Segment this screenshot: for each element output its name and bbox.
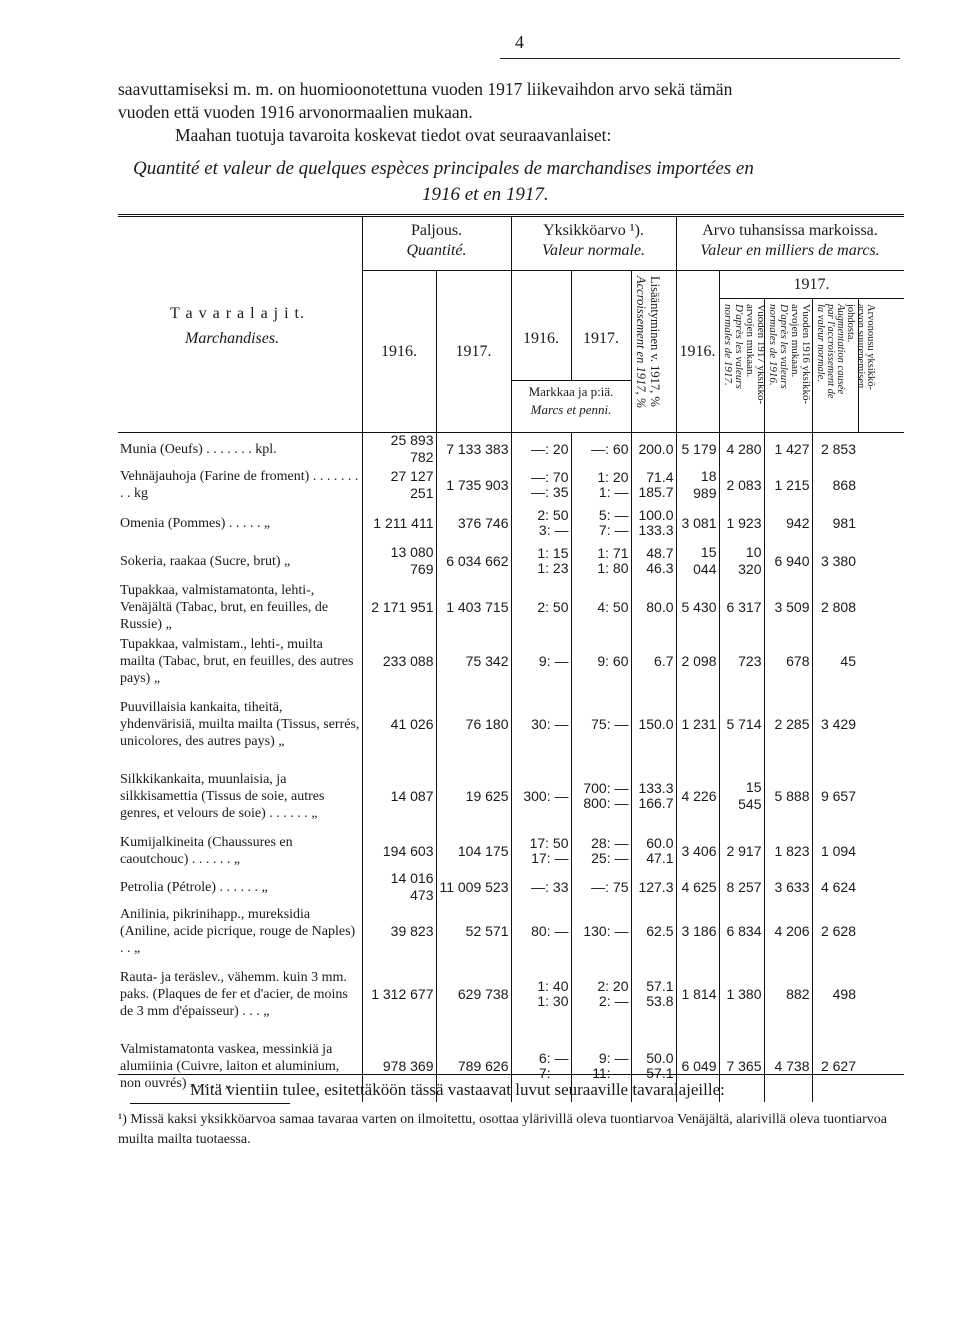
spacer-cell [858, 580, 904, 634]
value-1917-at-1917-cell: 6 834 [719, 904, 764, 958]
quantity-header-fr: Quantité. [406, 242, 467, 259]
value-1917: 1917. [793, 276, 830, 293]
spacer-cell [858, 688, 904, 760]
label: Vuoden 1917 yksikkö- [755, 304, 767, 405]
value-1917-at-1916-cell: 882 [764, 958, 812, 1030]
qty-1916-cell: 39 823 [362, 904, 436, 958]
spacer-cell [858, 504, 904, 542]
unit-1916-cell: 9: — [511, 634, 571, 688]
intro-line-1: saavuttamiseksi m. m. on huomioonotettuna vuoden 1917 liikevaihdon arvo sekä tämän [118, 79, 733, 99]
header-subrule [511, 380, 631, 381]
goods-header: T a v a r a l a j i t. [170, 305, 305, 322]
header-subrule [719, 298, 904, 299]
value-1916-cell: 2 098 [676, 634, 719, 688]
value-increase-cell: 4 624 [812, 870, 858, 904]
value-1917-at-1917-cell: 5 714 [719, 688, 764, 760]
value-1917-at-1917-cell: 1 380 [719, 958, 764, 1030]
increase-cell: 48.7 46.3 [631, 542, 676, 580]
table-title-line-2: 1916 et en 1917. [422, 184, 549, 205]
qty-1916-cell: 233 088 [362, 634, 436, 688]
qty-1917-cell: 789 626 [436, 1030, 511, 1102]
label: normales de 1917. [722, 304, 734, 386]
spacer-cell [858, 634, 904, 688]
header-vrule [571, 270, 572, 380]
value-increase-cell: 2 627 [812, 1030, 858, 1102]
value-increase-cell: 3 429 [812, 688, 858, 760]
unit-1917-cell: 4: 50 [571, 580, 631, 634]
increase-cell: 71.4 185.7 [631, 466, 676, 504]
header-vrule [631, 270, 632, 432]
increase-label: Lisääntyminen v. 1917, % [648, 276, 662, 407]
goods-name-cell: Rauta- ja teräslev., vähemm. kuin 3 mm. paks. (Plaques de fer et d'acier, de moins de 3 mm d'épaisseur) . . . „ [120, 969, 348, 1019]
qty-1917-cell: 1 403 715 [436, 580, 511, 634]
value-1916-cell: 1 814 [676, 958, 719, 1030]
increase-cell: 60.0 47.1 [631, 832, 676, 870]
value-1917-at-1916-cell: 4 206 [764, 904, 812, 958]
quantity-header: Paljous. [410, 222, 463, 239]
table-row [118, 832, 904, 870]
value-header: Arvo tuhansissa markoissa. [702, 222, 878, 239]
qty-1916-cell: 978 369 [362, 1030, 436, 1102]
value-1917-at-1916-cell: 942 [764, 504, 812, 542]
value-increase-cell: 868 [812, 466, 858, 504]
unit-1917-cell: 2: 20 2: — [571, 958, 631, 1030]
label: normales de 1916. [767, 304, 779, 386]
footnote: ¹) Missä kaksi yksikköarvoa samaa tavaraa varten on ilmoitettu, osottaa ylärivillä oleva tuontiarvoa Venäjältä, alarivillä oleva tuontiarvoa muilta mailta tuotaessa. [118, 1112, 888, 1147]
value-1916-cell: 5 179 [676, 432, 719, 466]
value-1916-cell: 18 989 [676, 466, 719, 504]
unit-1917-cell: 28: — 25: — [571, 832, 631, 870]
intro-line-2: vuoden että vuoden 1916 arvonormaalien mukaan. [118, 102, 473, 122]
value-1916-cell: 6 049 [676, 1030, 719, 1102]
header-rule [500, 58, 900, 59]
unit-1916-cell: 2: 50 3: — [511, 504, 571, 542]
qty-1917-cell: 6 034 662 [436, 542, 511, 580]
value-1917-at-1917-cell: 1 923 [719, 504, 764, 542]
value-increase-header [815, 304, 875, 428]
qty-1916-cell: 14 016 473 [362, 870, 436, 904]
increase-cell: 6.7 [631, 634, 676, 688]
qty-1917-cell: 75 342 [436, 634, 511, 688]
unit-1916-cell: 300: — [511, 760, 571, 832]
value-increase-cell: 3 380 [812, 542, 858, 580]
increase-cell: 80.0 [631, 580, 676, 634]
unit-1916-cell: —: 33 [511, 870, 571, 904]
value-1917-at-1917-cell: 10 320 [719, 542, 764, 580]
value-1916: 1916. [679, 343, 716, 360]
increase-cell: 50.0 57.1 [631, 1030, 676, 1102]
increase-cell: 62.5 [631, 904, 676, 958]
value-1916-cell: 3 081 [676, 504, 719, 542]
value-increase-cell: 2 808 [812, 580, 858, 634]
spacer-cell [858, 1030, 904, 1102]
value-increase-cell: 2 628 [812, 904, 858, 958]
value-1916-cell: 1 231 [676, 688, 719, 760]
value-1917-by-1916-header [767, 304, 811, 428]
goods-name-cell: Silkkikankaita, muunlaisia, ja silkkisamettia (Tissus de soie, autres genres, et velours de soie) . . . . . . „ [120, 771, 325, 821]
spacer-cell [858, 870, 904, 904]
qty-1917-cell: 104 175 [436, 832, 511, 870]
value-increase-cell: 9 657 [812, 760, 858, 832]
value-1916-cell: 3 406 [676, 832, 719, 870]
table-row [118, 760, 904, 832]
intro-line-3: Maahan tuotuja tavaroita koskevat tiedot ovat seuraavanlaiset: [175, 125, 612, 145]
label: arvojen mukaan. [744, 304, 756, 378]
unit-1916-cell: 1: 15 1: 23 [511, 542, 571, 580]
unit-1916-cell: 1: 40 1: 30 [511, 958, 571, 1030]
label: Arvonousu yksikkö- [865, 304, 876, 391]
value-1917-at-1916-cell: 1 215 [764, 466, 812, 504]
table-top-rule [118, 214, 904, 215]
header-vrule [812, 298, 813, 432]
qty-1916-cell: 194 603 [362, 832, 436, 870]
spacer-cell [858, 832, 904, 870]
value-increase-cell: 981 [812, 504, 858, 542]
label: Augmentation causée [835, 304, 846, 395]
value-1917-at-1916-cell: 2 285 [764, 688, 812, 760]
qty-1916-cell: 41 026 [362, 688, 436, 760]
qty-1917-cell: 11 009 523 [436, 870, 511, 904]
qty-1917-cell: 19 625 [436, 760, 511, 832]
unit-1917-cell: 1: 71 1: 80 [571, 542, 631, 580]
unit-1916-cell: 30: — [511, 688, 571, 760]
value-1917-at-1916-cell: 678 [764, 634, 812, 688]
header-subrule [362, 270, 904, 271]
goods-name-cell: Omenia (Pommes) . . . . . „ [120, 515, 271, 531]
increase-cell: 127.3 [631, 870, 676, 904]
unit-1916-cell: —: 70 —: 35 [511, 466, 571, 504]
increase-header [634, 276, 662, 426]
unit-1916-cell: 2: 50 [511, 580, 571, 634]
unit-1917-cell: 5: — 7: — [571, 504, 631, 542]
qty-1917-cell: 7 133 383 [436, 432, 511, 466]
value-1916-cell: 4 625 [676, 870, 719, 904]
qty-1916-cell: 27 127 251 [362, 466, 436, 504]
table-row [118, 688, 904, 760]
unit-1917-cell: 9: — 11: — [571, 1030, 631, 1102]
label: arvon suurenemisen [855, 304, 866, 389]
table-row [118, 958, 904, 1030]
unit-value-header: Yksikköarvo ¹). [543, 222, 644, 239]
table-row [118, 504, 904, 542]
goods-name-cell: Vehnäjauhoja (Farine de froment) . . . . . . . . . kg [120, 469, 359, 501]
quantity-1917: 1917. [455, 343, 492, 360]
value-increase-cell: 1 094 [812, 832, 858, 870]
exports-line: Mitä vientiin tulee, esitettäköön tässä vastaavat luvut seuraaville tavaralajeille: [190, 1080, 725, 1099]
unit-1917-cell: 9: 60 [571, 634, 631, 688]
increase-label-fr: Accroissement en 1917, % [634, 276, 648, 409]
value-1917-at-1916-cell: 1 823 [764, 832, 812, 870]
value-1917-at-1917-cell: 8 257 [719, 870, 764, 904]
unit-1916-cell: —: 20 [511, 432, 571, 466]
value-1917-at-1916-cell: 5 888 [764, 760, 812, 832]
value-1917-at-1916-cell: 4 738 [764, 1030, 812, 1102]
value-1917-at-1917-cell: 4 280 [719, 432, 764, 466]
value-1917-at-1916-cell: 1 427 [764, 432, 812, 466]
spacer-cell [858, 466, 904, 504]
value-header-fr: Valeur en milliers de marcs. [700, 242, 880, 259]
goods-name-cell: Anilinia, pikrinihapp., mureksidia (Aniline, acide picrique, rouge de Naples) . . „ [120, 906, 356, 956]
qty-1916-cell: 1 211 411 [362, 504, 436, 542]
footnote-rule [130, 1103, 290, 1104]
unit-1916-cell: 80: — [511, 904, 571, 958]
unit-value-header-fr: Valeur normale. [541, 242, 646, 259]
goods-name-cell: Petrolia (Pétrole) . . . . . . „ [120, 879, 268, 895]
value-1917-by-1917-header [722, 304, 766, 428]
label: la valeur normale. [815, 304, 826, 382]
goods-name-cell: Sokeria, raakaa (Sucre, brut) „ [120, 553, 291, 569]
table-row [118, 904, 904, 958]
table-row [118, 580, 904, 634]
table-title-line-1: Quantité et valeur de quelques espèces principales de marchandises importées en [133, 158, 754, 179]
goods-name-cell: Puuvillaisia kankaita, tiheitä, yhdenvärisiä, muilta mailta (Tissus, serrés, unicolores, des autres pays) „ [120, 699, 360, 749]
qty-1917-cell: 1 735 903 [436, 466, 511, 504]
unit-1917-cell: —: 60 [571, 432, 631, 466]
unit-1917-cell: 1: 20 1: — [571, 466, 631, 504]
value-1917-at-1916-cell: 6 940 [764, 542, 812, 580]
qty-1916-cell: 14 087 [362, 760, 436, 832]
unit-1916: 1916. [523, 330, 559, 347]
value-1917-at-1916-cell: 3 633 [764, 870, 812, 904]
qty-1917-cell: 52 571 [436, 904, 511, 958]
table-row [118, 870, 904, 904]
goods-header-fr: Marchandises. [185, 330, 280, 347]
value-1916-cell: 3 186 [676, 904, 719, 958]
increase-cell: 133.3 166.7 [631, 760, 676, 832]
spacer-cell [858, 904, 904, 958]
increase-cell: 200.0 [631, 432, 676, 466]
increase-cell: 150.0 [631, 688, 676, 760]
quantity-1916: 1916. [381, 343, 417, 360]
unit-markka: Markkaa ja p:iä. [528, 384, 614, 399]
qty-1917-cell: 376 746 [436, 504, 511, 542]
unit-marcs: Marcs et penni. [530, 402, 612, 417]
value-1916-cell: 4 226 [676, 760, 719, 832]
import-table [118, 432, 904, 1102]
increase-cell: 100.0 133.3 [631, 504, 676, 542]
value-increase-cell: 498 [812, 958, 858, 1030]
header-vrule [719, 270, 720, 432]
value-1917-at-1917-cell: 15 545 [719, 760, 764, 832]
label: arvojen mukaan. [789, 304, 801, 378]
label: D'après les valeurs [778, 304, 790, 389]
unit-1916-cell: 17: 50 17: — [511, 832, 571, 870]
unit-1917-cell: 130: — [571, 904, 631, 958]
value-1917-at-1917-cell: 723 [719, 634, 764, 688]
goods-name-cell: Tupakkaa, valmistamatonta, lehti-, Venäjältä (Tabac, brut, en feuilles, de Russie) „ [120, 582, 329, 632]
page-number: 4 [515, 32, 524, 52]
unit-1916-cell: 6: — 7: — [511, 1030, 571, 1102]
table-row [118, 432, 904, 466]
label: D'après les valeurs [733, 304, 745, 389]
label: par l'accroissement de [825, 304, 836, 399]
spacer-cell [858, 760, 904, 832]
increase-cell: 57.1 53.8 [631, 958, 676, 1030]
value-1917-at-1916-cell: 3 509 [764, 580, 812, 634]
qty-1917-cell: 629 738 [436, 958, 511, 1030]
unit-1917-cell: —: 75 [571, 870, 631, 904]
spacer-cell [858, 542, 904, 580]
table-bottom-rule [118, 1074, 904, 1075]
value-1917-at-1917-cell: 6 317 [719, 580, 764, 634]
goods-name-cell: Tupakkaa, valmistam., lehti-, muilta mailta (Tabac, brut, en feuilles, des autres pays) „ [120, 636, 354, 686]
label: Vuoden 1916 yksikkö- [800, 304, 812, 405]
value-increase-cell: 45 [812, 634, 858, 688]
table-row [118, 542, 904, 580]
qty-1916-cell: 13 080 769 [362, 542, 436, 580]
label: johdosta. [845, 304, 856, 343]
value-1916-cell: 15 044 [676, 542, 719, 580]
spacer-cell [858, 432, 904, 466]
qty-1916-cell: 25 893 782 [362, 432, 436, 466]
unit-1917: 1917. [583, 330, 619, 347]
value-increase-cell: 2 853 [812, 432, 858, 466]
qty-1917-cell: 76 180 [436, 688, 511, 760]
value-1917-at-1917-cell: 2 917 [719, 832, 764, 870]
qty-1916-cell: 1 312 677 [362, 958, 436, 1030]
goods-name-cell: Kumijalkineita (Chaussures en caoutchouc) . . . . . . „ [120, 835, 293, 867]
unit-1917-cell: 75: — [571, 688, 631, 760]
goods-name-cell: Munia (Oeufs) . . . . . . . kpl. [120, 441, 277, 457]
spacer-cell [858, 958, 904, 1030]
goods-name-cell: Valmistamatonta vaskea, messinkiä ja alumiinia (Cuivre, laiton et aluminium, non ouvrés) . . . . . „ [120, 1041, 340, 1091]
unit-1917-cell: 700: — 800: — [571, 760, 631, 832]
value-1916-cell: 5 430 [676, 580, 719, 634]
value-1917-at-1917-cell: 7 365 [719, 1030, 764, 1102]
table-row [118, 466, 904, 504]
qty-1916-cell: 2 171 951 [362, 580, 436, 634]
value-1917-at-1917-cell: 2 083 [719, 466, 764, 504]
table-row [118, 634, 904, 688]
